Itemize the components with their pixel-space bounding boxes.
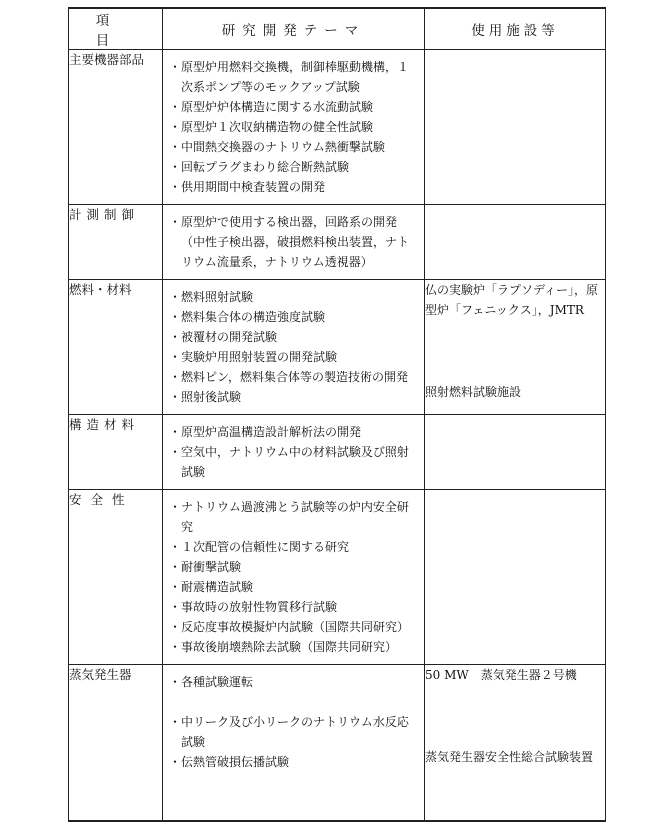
list-item: ・中リーク及び小リークのナトリウム水反応試験 (169, 715, 409, 749)
list-item: ・被覆材の開発試験 (169, 330, 278, 344)
facility-cell (425, 490, 606, 665)
table-row (69, 490, 606, 665)
header-item: 項 目 (69, 8, 163, 50)
table-row (69, 665, 606, 822)
list-item: ・原型炉高温構造設計解析法の開発 (169, 425, 362, 439)
facility-cell (425, 665, 606, 822)
facility-cell (425, 415, 606, 490)
theme-cell (163, 415, 425, 490)
list-item: ・反応度事故模擬炉内試験（国際共同研究） (169, 620, 410, 634)
list-item: ・耐衝撃試験 (169, 560, 242, 574)
category-cell: 安全性 (69, 490, 163, 665)
list-item: ・伝熱管破損伝播試験 (169, 755, 290, 769)
table-row (69, 205, 606, 280)
category-cell: 燃料・材料 (69, 280, 163, 415)
facility-text: 照射燃料試験施設 (425, 385, 522, 399)
list-item: ・１次配管の信頼性に関する研究 (169, 540, 350, 554)
category-cell: 蒸気発生器 (69, 665, 163, 822)
theme-cell (163, 50, 425, 205)
list-item: ・原型炉１次収納構造物の健全性試験 (169, 120, 374, 134)
list-item: ・原型炉用燃料交換機，制御棒駆動機構，１次系ポンプ等のモックアップ試験 (169, 60, 410, 94)
theme-cell (163, 490, 425, 665)
list-item: ・照射後試験 (169, 390, 242, 404)
facility-text: 50 MW 蒸気発生器２号機 (425, 668, 577, 682)
list-item: ・事故後崩壊熱除去試験（国際共同研究） (169, 640, 398, 654)
facility-text: 仏の実験炉「ラプソディー」，原型炉「フェニックス」，JMTR (425, 283, 599, 317)
theme-cell (163, 280, 425, 415)
list-item: ・燃料ピン，燃料集合体等の製造技術の開発 (169, 370, 409, 384)
facility-text: 蒸気発生器安全性総合試験装置 (425, 750, 594, 764)
facility-cell (425, 280, 606, 415)
table-row (69, 50, 606, 205)
table-header-row (69, 8, 606, 50)
list-item: ・供用期間中検査装置の開発 (169, 180, 326, 194)
list-item: ・事故時の放射性物質移行試験 (169, 600, 338, 614)
list-item: ・燃料集合体の構造強度試験 (169, 310, 326, 324)
list-item: ・原型炉炉体構造に関する水流動試験 (169, 100, 374, 114)
list-item: ・耐震構造試験 (169, 580, 254, 594)
header-theme: 研究開発テーマ (163, 8, 425, 50)
facility-cell (425, 50, 606, 205)
list-item: ・ナトリウム過渡沸とう試験等の炉内安全研究 (169, 500, 409, 534)
category-cell: 構造材料 (69, 415, 163, 490)
table-row (69, 415, 606, 490)
theme-cell (163, 205, 425, 280)
list-item: ・中間熱交換器のナトリウム熱衝撃試験 (169, 140, 385, 154)
category-cell: 計測制御 (69, 205, 163, 280)
list-item: ・燃料照射試験 (169, 290, 254, 304)
category-cell: 主要機器部品 (69, 50, 163, 205)
facility-cell (425, 205, 606, 280)
theme-cell (163, 665, 425, 822)
research-development-table (68, 7, 606, 822)
list-item: ・空気中，ナトリウム中の材料試験及び照射試験 (169, 445, 409, 479)
table-row (69, 280, 606, 415)
list-item: ・実験炉用照射装置の開発試験 (169, 350, 338, 364)
list-item: ・原型炉で使用する検出器，回路系の開発（中性子検出器，破損燃料検出装置，ナトリウム流量系，ナトリウム透視器） (169, 215, 410, 269)
list-item: ・各種試験運転 (169, 675, 254, 689)
header-facility: 使用施設等 (425, 8, 606, 50)
list-item: ・回転プラグまわり総合断熱試験 (169, 160, 350, 174)
